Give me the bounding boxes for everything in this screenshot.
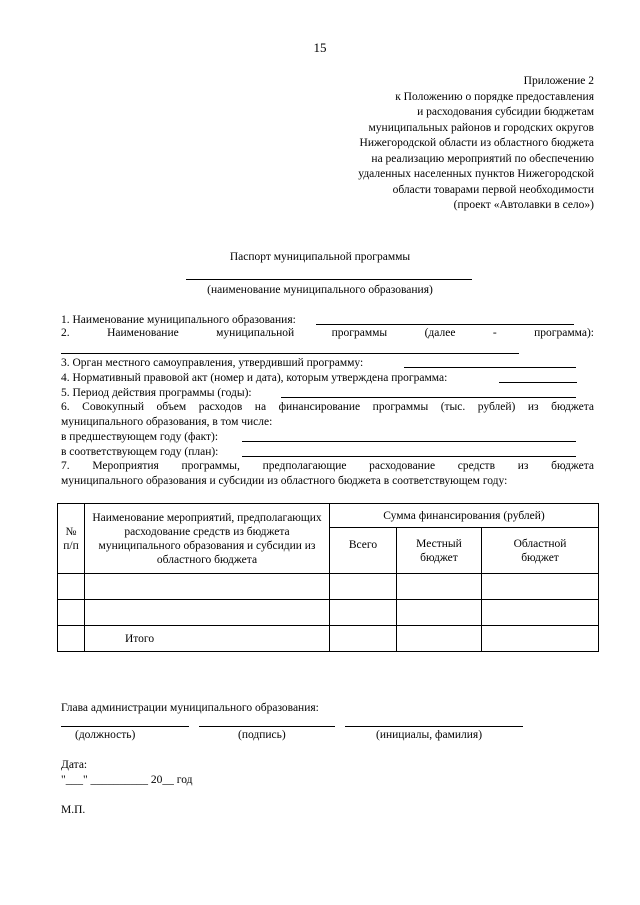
col-number-symbol: №	[65, 525, 77, 538]
col-sum-header: Сумма финансирования (рублей)	[330, 504, 599, 528]
appendix-line: удаленных населенных пунктов Нижегородской	[358, 168, 594, 180]
total-cell[interactable]	[397, 626, 482, 652]
appendix-line: Нижегородской области из областного бюджета	[359, 137, 594, 149]
table-cell[interactable]	[397, 600, 482, 626]
activities-table	[57, 503, 599, 652]
field-program-word: программы	[331, 327, 388, 339]
passport-title: Паспорт муниципальной программы	[229, 251, 411, 263]
table-header-row	[58, 504, 599, 528]
field-legal-act-label: 4. Нормативный правовой акт (номер и дата), которым утверждена программа:	[61, 372, 448, 384]
field-program-word: -	[492, 327, 497, 339]
total-cell[interactable]	[330, 626, 397, 652]
field-municipality-blank[interactable]	[316, 324, 574, 325]
table-cell[interactable]	[330, 600, 397, 626]
signature-sign-caption: (подпись)	[238, 729, 286, 741]
municipality-caption: (наименование муниципального образования)	[207, 284, 433, 296]
page-number: 15	[313, 40, 327, 55]
table-cell[interactable]	[58, 626, 85, 652]
field-expenses-line1: 6. Совокупный объем расходов на финансирование программы (тыс. рублей) из бюджета	[61, 401, 594, 413]
col-regional-header: Областной бюджет	[482, 528, 599, 574]
table-cell[interactable]	[58, 600, 85, 626]
total-label: Итого	[85, 626, 330, 652]
field-program-word: 2.	[61, 327, 70, 339]
field-expenses-line2: муниципального образования, в том числе:	[61, 416, 273, 428]
field-activities-line1: 7. Мероприятия программы, предполагающие расходование средств из бюджета	[61, 460, 594, 472]
field-program-word: программа):	[534, 327, 594, 339]
signature-position-line[interactable]	[61, 726, 189, 727]
signature-sign-line[interactable]	[199, 726, 335, 727]
field-authority-blank[interactable]	[404, 367, 576, 368]
field-expenses-prev-label: в предшествующем году (факт):	[61, 431, 219, 443]
appendix-header	[294, 74, 594, 214]
municipality-name-line[interactable]	[186, 279, 472, 280]
col-total-header: Всего	[330, 528, 397, 574]
signature-position-caption: (должность)	[75, 729, 136, 741]
field-program-name-label	[61, 327, 594, 339]
field-program-word: (далее	[424, 327, 456, 339]
appendix-line: на реализацию мероприятий по обеспечению	[371, 152, 594, 165]
table-row	[58, 574, 599, 600]
table-cell[interactable]	[85, 574, 330, 600]
appendix-line: муниципальных районов и городских округов	[368, 121, 594, 134]
signature-name-line[interactable]	[345, 726, 523, 727]
date-field[interactable]: "___" __________ 20__ год	[61, 774, 193, 786]
field-municipality-label: 1. Наименование муниципального образования:	[61, 314, 296, 326]
col-number-abbr: п/п	[63, 539, 79, 552]
col-local-header: Местный бюджет	[397, 528, 482, 574]
field-program-word: Наименование	[107, 327, 179, 339]
table-cell[interactable]	[85, 600, 330, 626]
table-total-row	[58, 626, 599, 652]
field-authority-label: 3. Орган местного самоуправления, утвердивший программу:	[61, 357, 364, 369]
col-number-header	[58, 504, 85, 574]
col-name-header: Наименование мероприятий, предполагающих расходование средств из бюджета муниципального образования и субсидии из областного бюджета	[85, 504, 330, 574]
appendix-line: и расходования субсидии бюджетам	[417, 106, 594, 118]
table-cell[interactable]	[482, 574, 599, 600]
table-cell[interactable]	[397, 574, 482, 600]
signature-name-caption: (инициалы, фамилия)	[376, 729, 483, 741]
field-period-label: 5. Период действия программы (годы):	[61, 387, 252, 399]
table-row	[58, 600, 599, 626]
field-expenses-curr-blank[interactable]	[242, 456, 576, 457]
appendix-line: к Положению о порядке предоставления	[395, 90, 594, 103]
total-cell[interactable]	[482, 626, 599, 652]
table-cell[interactable]	[482, 600, 599, 626]
stamp-label: М.П.	[61, 804, 86, 816]
signature-heading: Глава администрации муниципального образования:	[61, 702, 319, 714]
table-cell[interactable]	[330, 574, 397, 600]
appendix-line: Приложение 2	[523, 75, 594, 87]
table-cell[interactable]	[58, 574, 85, 600]
date-label: Дата:	[61, 759, 88, 771]
appendix-line: области товарами первой необходимости	[392, 183, 594, 196]
appendix-line: (проект «Автолавки в село»)	[453, 199, 594, 211]
field-expenses-curr-label: в соответствующем году (план):	[61, 446, 219, 458]
field-program-word: муниципальной	[216, 327, 295, 339]
field-period-blank[interactable]	[281, 397, 576, 398]
field-expenses-prev-blank[interactable]	[242, 441, 576, 442]
field-activities-line2: муниципального образования и субсидии из областного бюджета в соответствующем году:	[61, 475, 508, 487]
field-program-name-blank[interactable]	[61, 353, 519, 354]
field-legal-act-blank[interactable]	[499, 382, 577, 383]
